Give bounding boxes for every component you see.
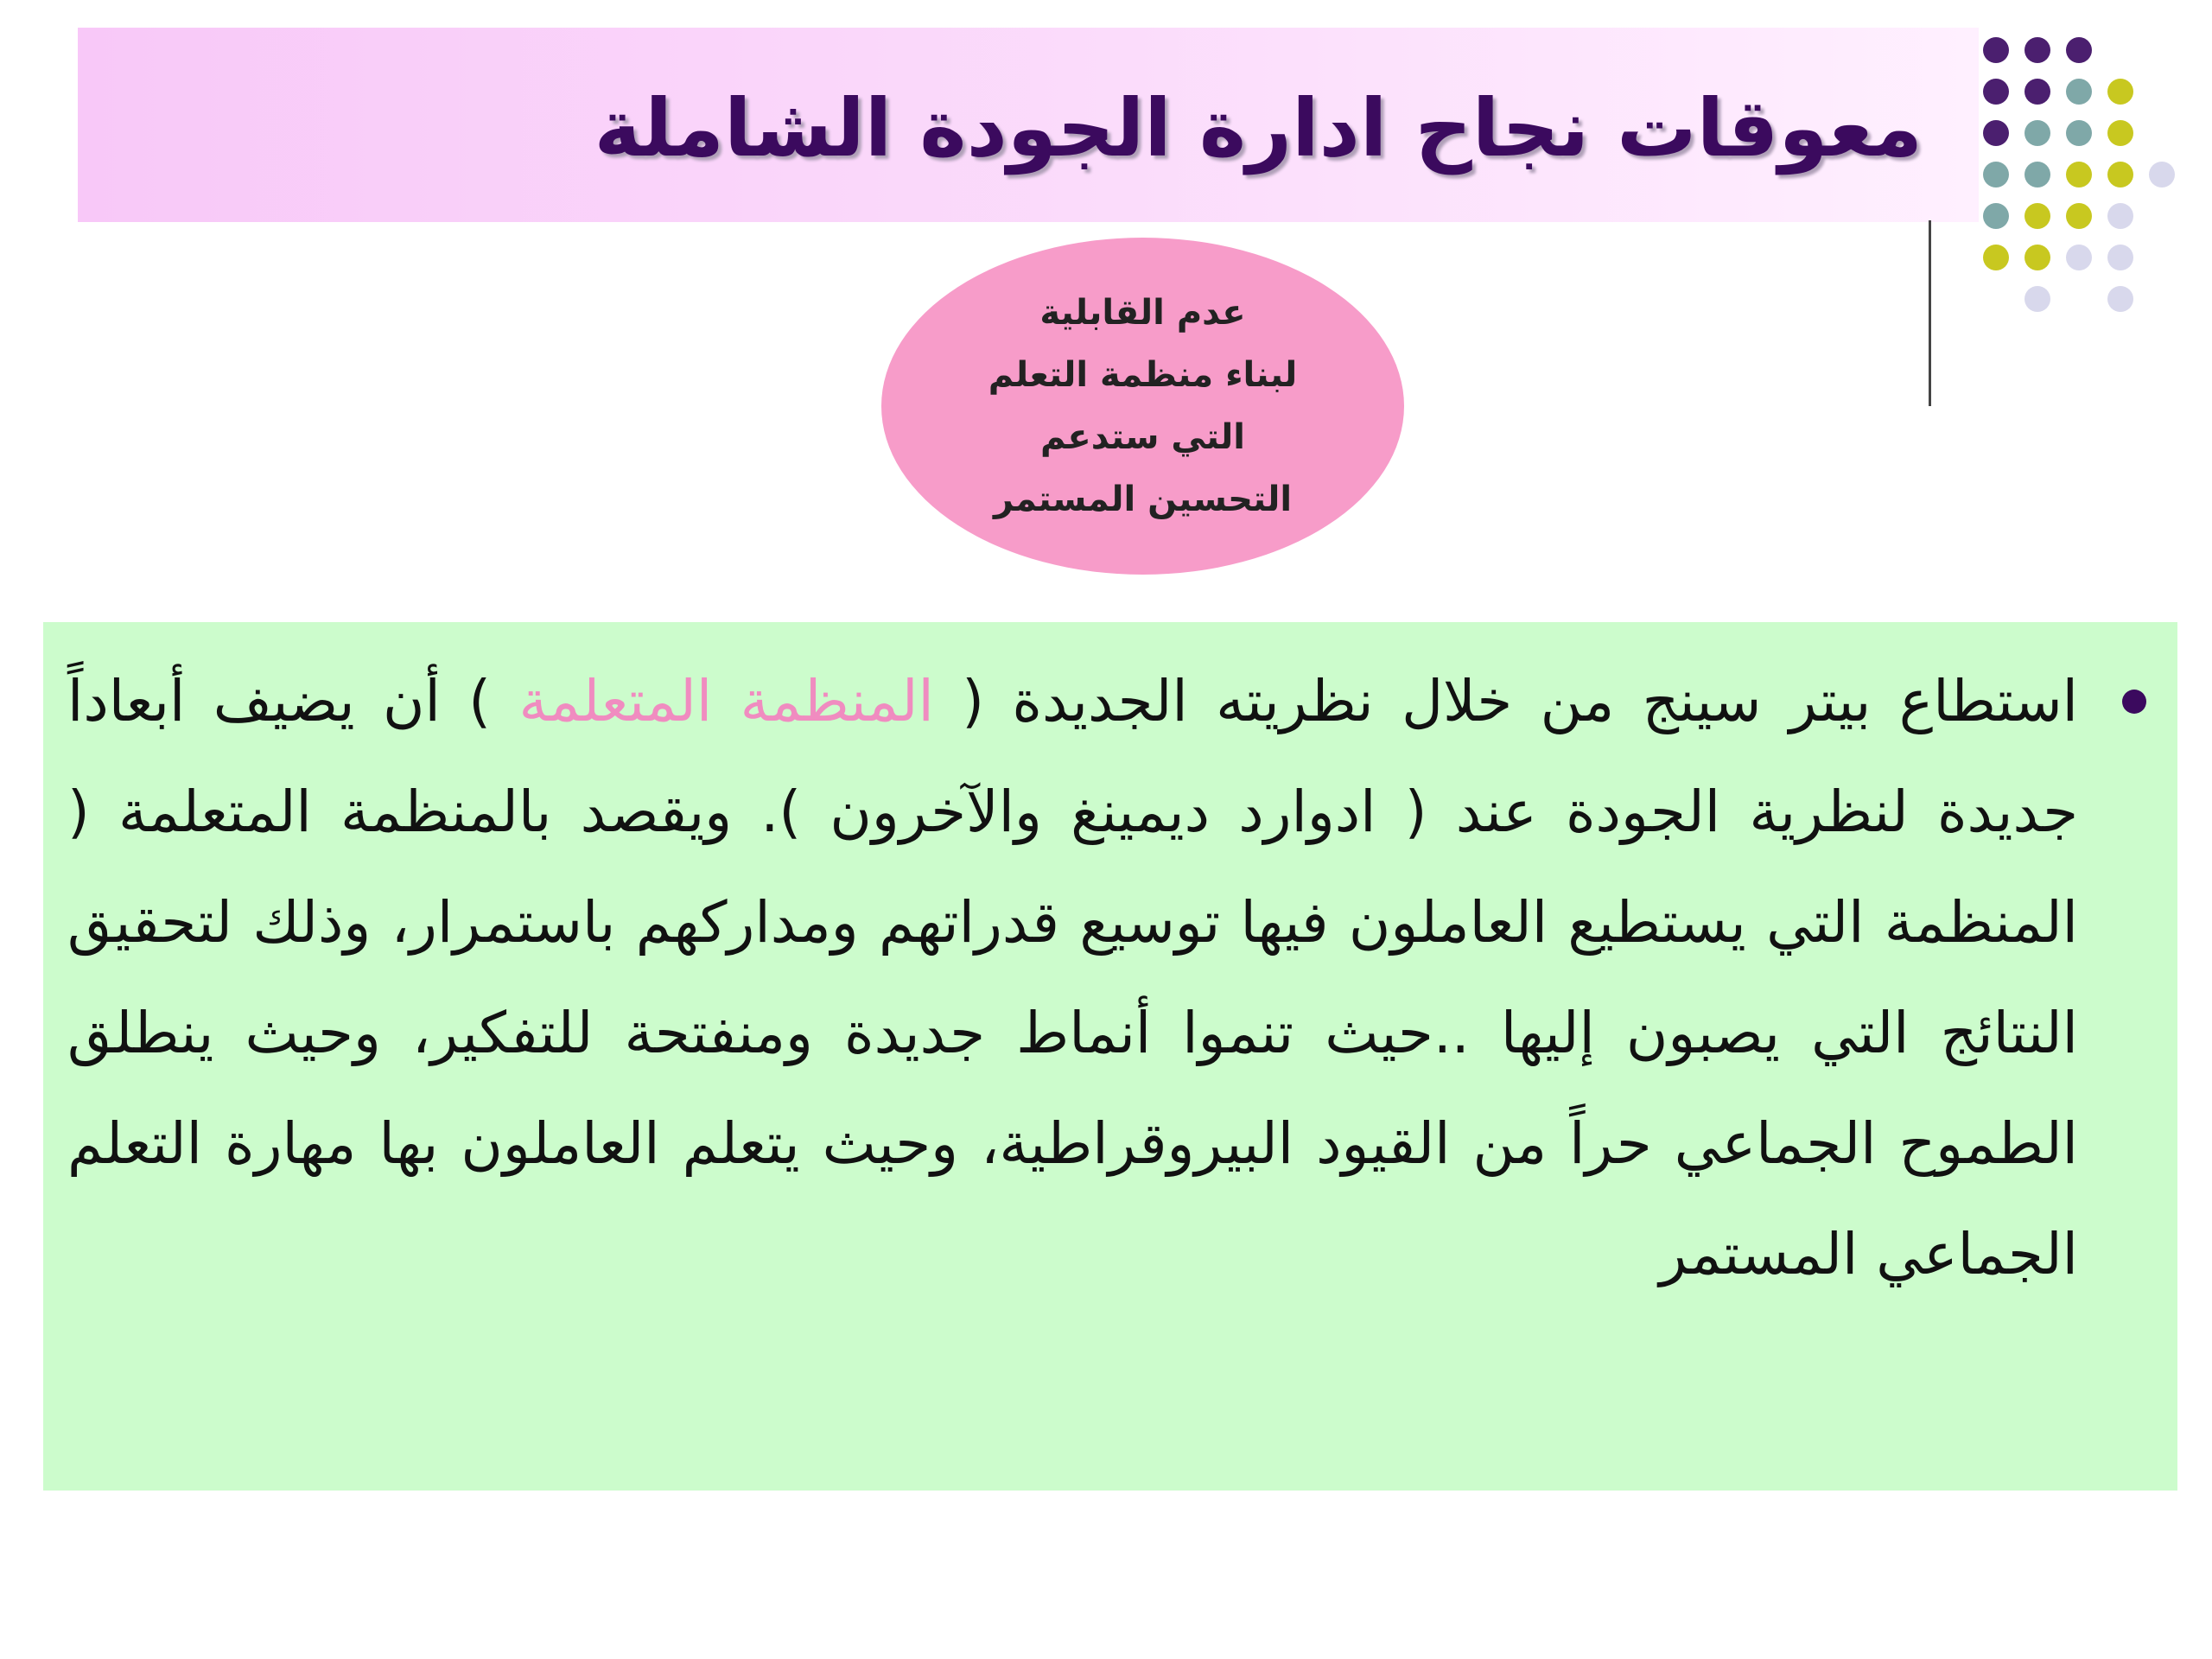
decorative-dot [1983,79,2009,105]
oval-line-2: لبناء منظمة التعلم [988,355,1298,395]
decorative-dot [2024,79,2050,105]
decorative-dot [2024,120,2050,146]
decorative-dot [1983,245,2009,270]
highlighted-term: المنظمة المتعلمة [518,668,934,734]
decorative-dot [1983,203,2009,229]
decorative-dot [2066,120,2092,146]
decorative-dot [2149,162,2175,188]
decorative-dot [2066,79,2092,105]
decorative-dot [2066,37,2092,63]
decorative-dot [2107,286,2133,312]
decorative-dot [2024,162,2050,188]
decorative-dot [2107,162,2133,188]
body-paragraph [67,646,2078,1310]
decorative-dot [1983,37,2009,63]
slide-title: معوقات نجاح ادارة الجودة الشاملة [594,82,1923,175]
decorative-dot [2107,120,2133,146]
decorative-dot [2066,203,2092,229]
decorative-dot [2066,162,2092,188]
decorative-dot [1983,162,2009,188]
decorative-dot [1983,120,2009,146]
oval-line-4: التحسين المستمر [993,480,1293,519]
decorative-dot [2066,245,2092,270]
decorative-dot [2107,203,2133,229]
oval-line-1: عدم القابلية [1039,293,1246,333]
oval-line-3: التي ستدعم [1040,417,1245,457]
paragraph-part-1: استطاع بيتر سينج من خلال نظريته الجديدة ( [933,668,2079,734]
decorative-dot [2024,37,2050,63]
paragraph-part-2: ) أن يضيف أبعاداً جديدة لنظرية الجودة عند ( ادوارد ديمينغ والآخرون ). ويقصد بالمنظمة المتعلمة ( المنظمة التي يستطيع العاملون فيها توسيع قدراتهم ومداركهم باستمرار، وذلك لتحقيق النتائج التي يصبون إليها ..حيث تنموا أنماط جديدة ومنفتحة للتفكير، وحيث ينطلق الطموح الجماعي حراً من القيود البيروقراطية، وحيث يتعلم العاملون بها مهارة التعلم الجماعي المستمر [67,668,2078,1287]
callout-oval [881,238,1404,575]
decorative-dot [2107,79,2133,105]
decorative-dot [2024,286,2050,312]
bullet-dot [2122,690,2146,714]
decorative-dot [2024,203,2050,229]
decorative-dot [2107,245,2133,270]
decorative-dot [2024,245,2050,270]
vertical-divider [1929,220,1931,406]
